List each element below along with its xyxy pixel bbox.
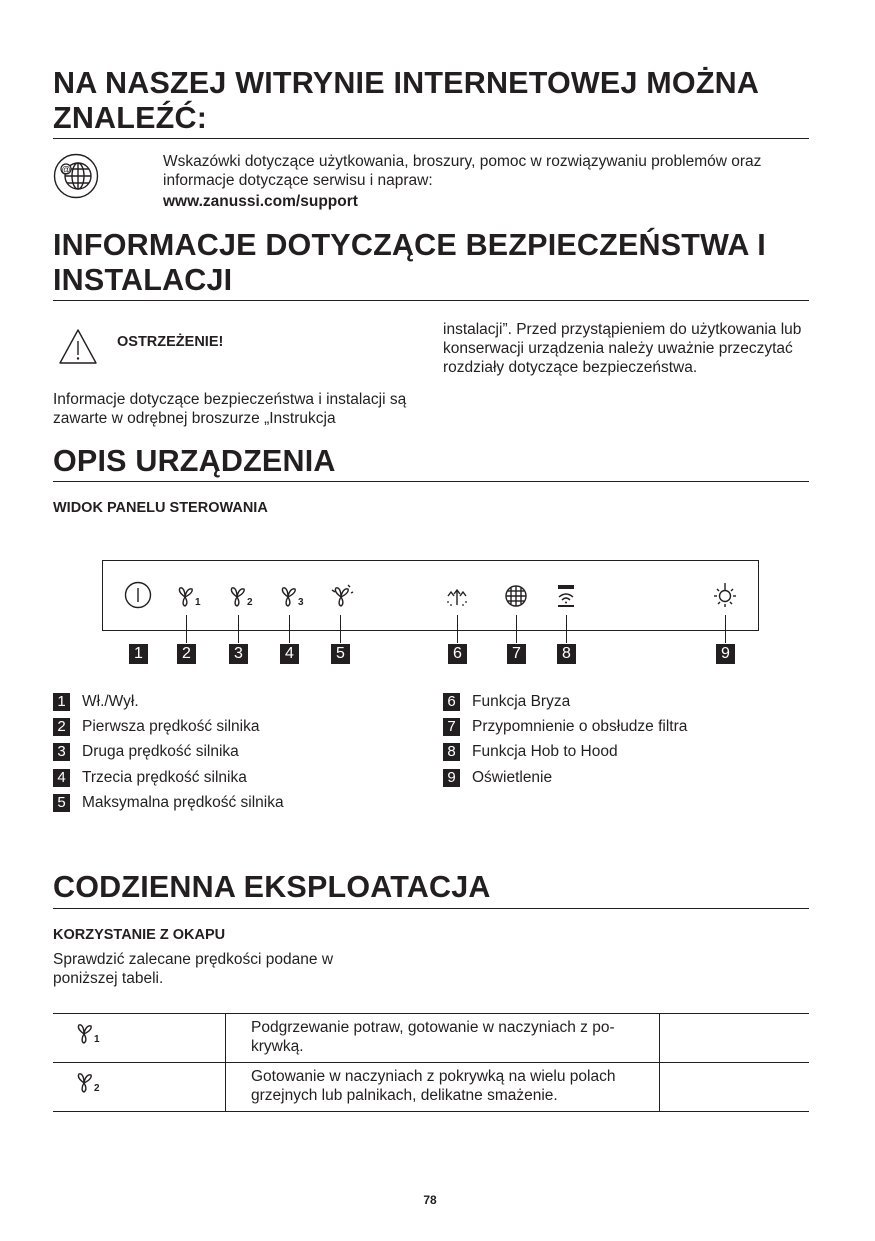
legend-number: 4 (53, 769, 70, 787)
safety-text-left: Informacje dotyczące bezpieczeństwa i instalacji są zawarte w odrębnej broszurze „Instrukcja (53, 391, 407, 427)
table-cell-icon (53, 1014, 226, 1063)
table-cell-extra (660, 1014, 810, 1063)
table-cell-icon (53, 1063, 226, 1112)
legend-item (53, 742, 239, 762)
heading-device: OPIS URZĄDZENIA (53, 444, 336, 478)
callout-number: 1 (129, 644, 148, 664)
divider (53, 481, 809, 482)
warning-triangle-icon (57, 327, 99, 367)
legend-label: Pierwsza prędkość silnika (82, 718, 260, 735)
legend-item (443, 692, 570, 712)
svg-text:1: 1 (94, 1034, 100, 1045)
table-cell-description: Podgrzewanie potraw, gotowanie w naczyniach z po- krywką. (226, 1014, 660, 1063)
callout-number: 7 (507, 644, 526, 664)
support-link[interactable]: www.zanussi.com/support (163, 193, 358, 210)
filter-reminder-icon[interactable] (504, 584, 528, 608)
legend-item (53, 768, 247, 788)
table-cell-description: Gotowanie w naczyniach z pokrywką na wielu polach grzejnych lub palnikach, delikatne smażenie. (226, 1063, 660, 1112)
svg-text:1: 1 (195, 597, 201, 608)
callout-number: 4 (280, 644, 299, 664)
fan-speed-2-icon (75, 1082, 101, 1099)
callout-line (238, 615, 239, 643)
legend-label: Funkcja Bryza (472, 693, 571, 710)
callout-number: 2 (177, 644, 196, 664)
legend-label: Wł./Wył. (82, 693, 139, 710)
legend-label: Druga prędkość silnika (82, 743, 239, 760)
svg-text:2: 2 (247, 597, 253, 608)
legend-item (53, 717, 259, 737)
speed-table (53, 1013, 809, 1112)
callout-number: 9 (716, 644, 735, 664)
callout-number: 3 (229, 644, 248, 664)
legend-number: 2 (53, 718, 70, 736)
table-row (53, 1063, 809, 1112)
callout-line (516, 615, 517, 643)
svg-text:@: @ (61, 164, 71, 175)
legend-number: 1 (53, 693, 70, 711)
subheading-using-hood: KORZYSTANIE Z OKAPU (53, 927, 226, 943)
legend-number: 7 (443, 718, 460, 736)
legend-number: 5 (53, 794, 70, 812)
website-description: Wskazówki dotyczące użytkowania, broszury, pomoc w rozwiązywaniu problemów oraz informacje dotyczące serwisu i napraw: (163, 153, 762, 189)
heading-website: NA NASZEJ WITRYNIE INTERNETOWEJ MOŻNA ZNALEŹĆ: (53, 66, 758, 135)
table-cell-extra (660, 1063, 810, 1112)
fan-speed-2-icon[interactable] (228, 585, 254, 609)
intro-text: Sprawdzić zalecane prędkości podane w poniższej tabeli. (53, 951, 334, 987)
callout-line (340, 615, 341, 643)
svg-text:2: 2 (94, 1083, 100, 1094)
legend-number: 6 (443, 693, 460, 711)
light-icon[interactable] (711, 581, 739, 609)
legend-label: Funkcja Hob to Hood (472, 743, 618, 760)
legend-item (443, 768, 552, 788)
power-icon[interactable] (124, 581, 152, 609)
callout-line (566, 615, 567, 643)
legend-number: 8 (443, 743, 460, 761)
subheading-control-panel: WIDOK PANELU STEROWANIA (53, 500, 268, 516)
fan-speed-1-icon (75, 1033, 101, 1050)
callout-number: 5 (331, 644, 350, 664)
legend-label: Oświetlenie (472, 769, 553, 786)
fan-speed-1-icon[interactable] (176, 585, 202, 609)
legend-item (53, 793, 284, 813)
divider (53, 908, 809, 909)
divider (53, 300, 809, 301)
callout-number: 8 (557, 644, 576, 664)
hob-to-hood-icon[interactable] (555, 583, 577, 609)
heading-daily-use: CODZIENNA EKSPLOATACJA (53, 870, 491, 904)
callout-line (186, 615, 187, 643)
fan-max-icon[interactable] (329, 583, 355, 609)
legend-number: 3 (53, 743, 70, 761)
table-row (53, 1014, 809, 1063)
legend-item (443, 742, 618, 762)
breeze-icon[interactable] (445, 585, 469, 609)
callout-line (725, 615, 726, 643)
warning-label: OSTRZEŻENIE! (117, 334, 224, 350)
callout-line (289, 615, 290, 643)
fan-speed-3-icon[interactable] (279, 585, 305, 609)
safety-text-right: instalacji”. Przed przystąpieniem do użytkowania lub konserwacji urządzenia należy uważnie przeczytać rozdziały dotyczące bezpieczeństwa. (443, 321, 802, 376)
web-globe-icon (53, 153, 99, 199)
page-number: 78 (423, 1193, 437, 1207)
legend-label: Trzecia prędkość silnika (82, 769, 247, 786)
legend-label: Przypomnienie o obsłudze filtra (472, 718, 688, 735)
legend-label: Maksymalna prędkość silnika (82, 794, 284, 811)
legend-item (443, 717, 687, 737)
divider (53, 138, 809, 139)
heading-safety: INFORMACJE DOTYCZĄCE BEZPIECZEŃSTWA I INSTALACJI (53, 228, 766, 297)
legend-item (53, 692, 139, 712)
callout-line (457, 615, 458, 643)
legend-number: 9 (443, 769, 460, 787)
svg-text:3: 3 (298, 597, 304, 608)
callout-number: 6 (448, 644, 467, 664)
